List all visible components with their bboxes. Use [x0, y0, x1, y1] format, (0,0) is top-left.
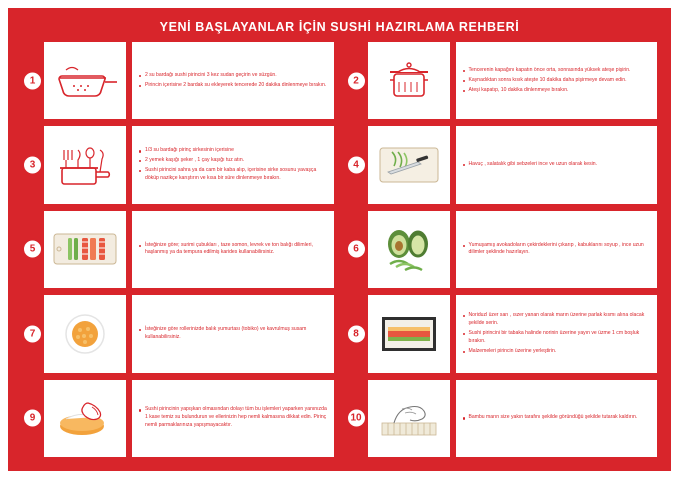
step-item [346, 211, 658, 288]
step-line: Noriduzl üzer sarı , ıszer yanan olarak marın üzerine parlak kısmı alına olacak şekilde serin. [463, 312, 652, 328]
step-text [132, 42, 334, 119]
avocado-icon [372, 224, 446, 274]
colander-sieve-icon [48, 56, 122, 106]
step-item [22, 126, 334, 203]
step-line: İsteğinize göre rollerinizde balık yumurtası (tobiko) ve kavrulmuş susam kullanabilirsiniz. [139, 326, 328, 342]
step-number-badge: 1 [22, 70, 43, 91]
step-image [368, 211, 450, 288]
step-item [346, 126, 658, 203]
step-text [132, 126, 334, 203]
pot-with-lid-icon [372, 56, 446, 106]
step-line: Sushi pirincinin yapışkan olmasından dolayı tüm bu işlemleri yaparken yanınızda 1 kase temiz su bulundurun ve ellerinizin hep nemli kalmasına dikkat edin. Pirinç nemli parmaklarınıza yapışmayacaktır. [139, 406, 328, 430]
step-line: İsteğinize göre; surimi çubukları , taze somon, levrek ve ton balığı dilimleri, haşlanmış ya da tempura edilmiş karides kullanabilirsiniz. [139, 242, 328, 258]
roe-bowl-icon [48, 309, 122, 359]
step-line: Sushi pirincini bir tabaka halinde norinin üzerine yayın ve üzme 1 cm boşluk bırakın. [463, 330, 652, 346]
step-line: Yumuşamış avokadoların çekirdeklerini çıkarıp , kabuklarını soyup , ince uzun dilimler şeklinde hazırlayın. [463, 242, 652, 258]
cutting-board-knife-icon [372, 140, 446, 190]
step-text [132, 295, 334, 372]
step-line: Sushi pirincini sahra ya da cam bir kaba alıp, içerisine sirke sosunu yavaşça döküp nazikçe karıştırın ve kısa bir süre dinlenmeye bırakın. [139, 167, 328, 183]
step-line: 1/3 su bardağı pirinç sirkesinin içerisine [139, 147, 328, 155]
step-text [456, 295, 658, 372]
step-item [22, 295, 334, 372]
step-text [456, 380, 658, 457]
step-number-badge: 6 [346, 239, 367, 260]
step-image [44, 380, 126, 457]
step-image [44, 126, 126, 203]
step-text [456, 211, 658, 288]
step-line: Havuç , salatalık gibi sebzeleri ince ve uzun olarak kesin. [463, 161, 652, 169]
step-line: Malzemeleri pirincin üzerine yerleştirin. [463, 348, 652, 356]
step-line: Pirincin içerisine 2 bardak su ekleyerek tencerede 20 dakika dinlenmeye bırakın. [139, 82, 328, 90]
step-line: Kaynadıktan sonra kısık ateşte 10 dakika daha pişirmeye devam edin. [463, 77, 652, 85]
step-text [132, 211, 334, 288]
steps-grid [22, 42, 657, 457]
step-image [44, 295, 126, 372]
step-image [44, 42, 126, 119]
page-title: YENİ BAŞLAYANLAR İÇİN SUSHİ HAZIRLAMA REHBERİ [159, 20, 520, 34]
step-number-badge: 8 [346, 323, 367, 344]
step-item [22, 211, 334, 288]
step-item [346, 42, 658, 119]
hand-rice-bowl-icon [48, 393, 122, 443]
step-image [368, 380, 450, 457]
step-line: Tencerenin kapağını kapatın önce orta, sonrasında yüksek ateşe pişirin. [463, 67, 652, 75]
step-line: 2 yemek kaşığı şeker , 1 çay kaşığı tuz atın. [139, 157, 328, 165]
step-number-badge: 5 [22, 239, 43, 260]
step-image [44, 211, 126, 288]
step-image [368, 126, 450, 203]
step-text [132, 380, 334, 457]
seafood-board-icon [48, 224, 122, 274]
step-line: 2 su bardağı sushi pirincini 3 kez sudan geçirin ve süzgün. [139, 72, 328, 80]
step-item [22, 380, 334, 457]
step-number-badge: 7 [22, 323, 43, 344]
saucepan-utensils-icon [48, 140, 122, 190]
step-image [368, 295, 450, 372]
step-item [346, 380, 658, 457]
step-number-badge: 4 [346, 155, 367, 176]
nori-rice-sheet-icon [372, 309, 446, 359]
step-number-badge: 2 [346, 70, 367, 91]
step-line: Bambu marın size yakın tarafını şekilde göründüğü şekilde tutarak kaldırın. [463, 414, 652, 422]
step-line: Ateşi kapatıp, 10 dakika dinlenmeye bırakın. [463, 87, 652, 95]
step-number-badge: 9 [22, 408, 43, 429]
poster-body [8, 8, 671, 471]
step-text [456, 126, 658, 203]
step-image [368, 42, 450, 119]
step-number-badge: 3 [22, 155, 43, 176]
step-text [456, 42, 658, 119]
step-item [22, 42, 334, 119]
bamboo-mat-rolling-icon [372, 393, 446, 443]
step-number-badge: 10 [346, 408, 367, 429]
step-item [346, 295, 658, 372]
